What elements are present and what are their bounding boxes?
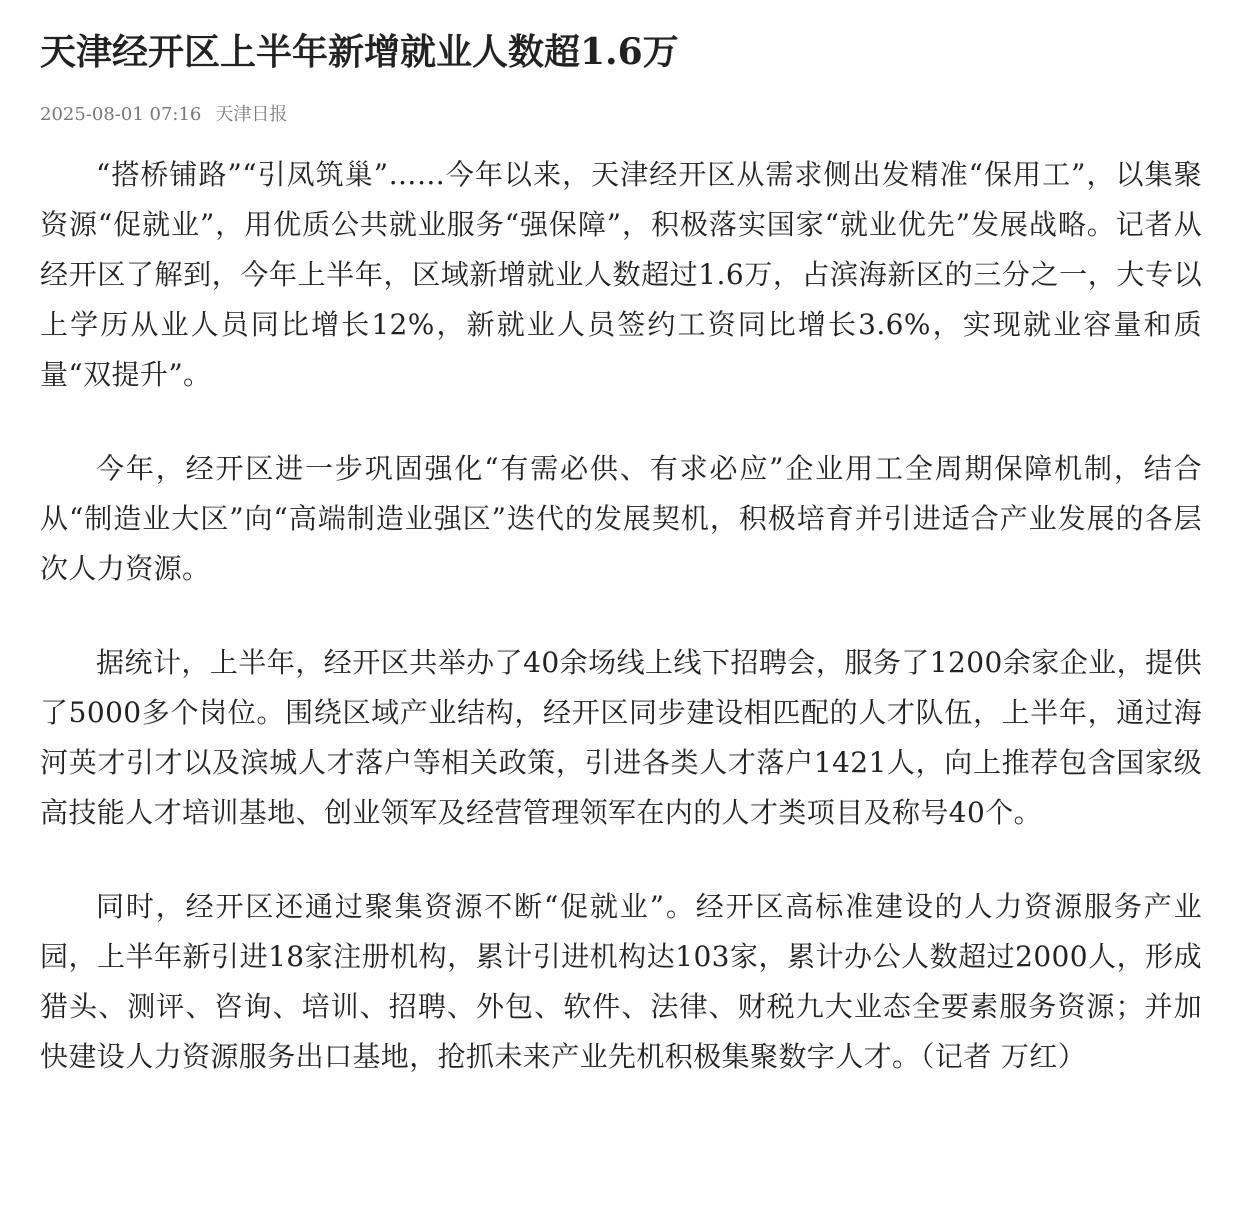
publish-datetime: 2025-08-01 07:16 (40, 104, 202, 125)
article-source[interactable]: 天津日报 (215, 104, 288, 125)
paragraph: 今年，经开区进一步巩固强化“有需必供、有求必应”企业用工全周期保障机制，结合从“制造业大区”向“高端制造业强区”迭代的发展契机，积极培育并引进适合产业发展的各层次人力资源。 (40, 452, 1202, 585)
article (40, 0, 1202, 1126)
paragraph: “搭桥铺路”“引凤筑巢”……今年以来，天津经开区从需求侧出发精准“保用工”，以集聚资源“促就业”，用优质公共就业服务“强保障”，积极落实国家“就业优先”发展战略。记者从经开区了解到，今年上半年，区域新增就业人数超过1.6万，占滨海新区的三分之一，大专以上学历从业人员同比增长12%，新就业人员签约工资同比增长3.6%，实现就业容量和质量“双提升”。 (40, 158, 1202, 391)
paragraph: 据统计，上半年，经开区共举办了40余场线上线下招聘会，服务了1200余家企业，提供了5000多个岗位。围绕区域产业结构，经开区同步建设相匹配的人才队伍，上半年，通过海河英才引才以及滨城人才落户等相关政策，引进各类人才落户1421人，向上推荐包含国家级高技能人才培训基地、创业领军及经营管理领军在内的人才类项目及称号40个。 (40, 646, 1202, 829)
article-meta (40, 100, 1202, 130)
article-title: 天津经开区上半年新增就业人数超1.6万 (40, 31, 679, 73)
article-body (40, 150, 1202, 1082)
paragraph: 同时，经开区还通过聚集资源不断“促就业”。经开区高标准建设的人力资源服务产业园，上半年新引进18家注册机构，累计引进机构达103家，累计办公人数超过2000人，形成猎头、测评、咨询、培训、招聘、外包、软件、法律、财税九大业态全要素服务资源；并加快建设人力资源服务出口基地，抢抓未来产业先机积极集聚数字人才。（记者 万红） (40, 890, 1202, 1073)
